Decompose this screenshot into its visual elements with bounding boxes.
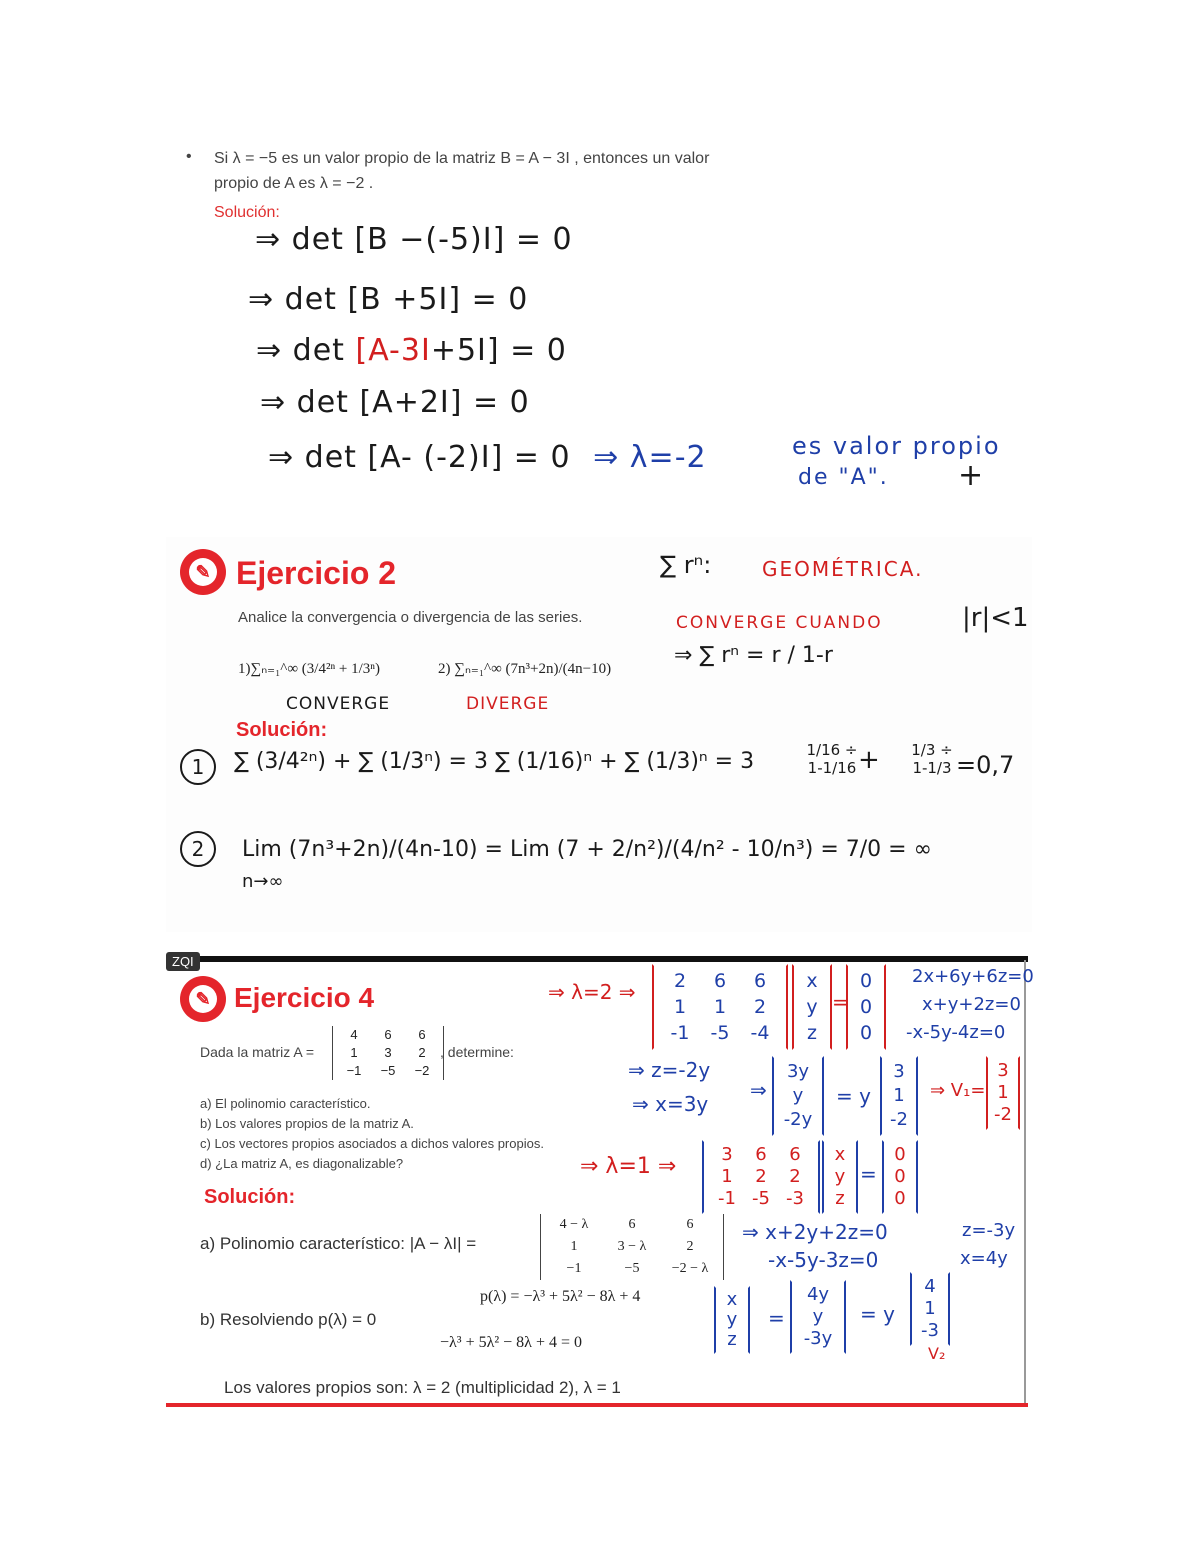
char-matrix-cell-0: 4 − λ — [559, 1217, 589, 1232]
hw-mat2-cell-1: 6 — [755, 1144, 767, 1165]
hw-vec1-cell-0: x — [806, 970, 818, 992]
hw-mat2-cell-7: -5 — [752, 1188, 770, 1209]
hw-x: ⇒ x=3y — [632, 1092, 709, 1116]
hw-x2: x=4y — [960, 1248, 1008, 1269]
hw-arrow-1: ⇒ — [750, 1078, 767, 1102]
valores-propios: Los valores propios son: λ = 2 (multiplicidad 2), λ = 1 — [224, 1378, 621, 1397]
char-matrix-cell-5: 2 — [686, 1239, 694, 1254]
hw-equals-2: = — [860, 1162, 877, 1186]
hw-v1-cell-2: -2 — [994, 1104, 1012, 1125]
hw-zero-vector-2 — [882, 1140, 918, 1214]
hw-lambda-1: ⇒ λ=1 ⇒ — [580, 1154, 677, 1179]
hw-zero1-cell-0: 0 — [859, 970, 873, 992]
hw-mat2-cell-3: 1 — [721, 1166, 733, 1187]
sol-1-expr: ∑ (3/4²ⁿ) + ∑ (1/3ⁿ) = 3 ∑ (1/16)ⁿ + ∑ (1/3)ⁿ = 3 — [234, 749, 755, 774]
hw-line-5-black: ⇒ det [A- (-2)I] = 0 — [268, 440, 571, 475]
hw-mat1-cell-4: 1 — [713, 996, 727, 1018]
hw-mat2-cell-2: 6 — [789, 1144, 801, 1165]
hw-v2-label: V₂ — [928, 1344, 946, 1363]
hw-v1b-cell-2: -2 — [890, 1109, 908, 1130]
hw-zero1-cell-1: 0 — [859, 996, 873, 1018]
hw-vector-xyz-3 — [714, 1286, 750, 1354]
hw-note-1: es valor propio — [792, 432, 1001, 460]
hw-vector-xyz-2 — [822, 1140, 858, 1214]
matrix-a-cell-8: −2 — [414, 1063, 430, 1078]
hw-vec4y-cell-0: 4y — [806, 1284, 830, 1305]
converge-label: CONVERGE — [286, 694, 391, 714]
hw-z2: z=-3y — [962, 1220, 1016, 1241]
hw-veca-cell-1: y — [792, 1085, 804, 1106]
matrix-a-cell-7: −5 — [380, 1063, 396, 1078]
ejercicio-4-item-0: a) El polinomio característico. — [200, 1096, 371, 1111]
hw-mat2-cell-6: -1 — [718, 1188, 736, 1209]
hw-mat1-cell-5: 2 — [753, 996, 767, 1018]
hw-line-4: ⇒ det [A+2I] = 0 — [260, 385, 530, 420]
hw-line-3-suffix: +5I] = 0 — [430, 333, 567, 368]
hw-mat2-cell-0: 3 — [721, 1144, 733, 1165]
matrix-a-cell-0: 4 — [350, 1027, 358, 1042]
hw-mat2-cell-4: 2 — [755, 1166, 767, 1187]
pencil-icon: ✎ — [189, 985, 217, 1013]
ejercicio-4-item-2: c) Los vectores propios asociados a dichos valores propios. — [200, 1136, 544, 1151]
hw-vec1-cell-1: y — [806, 996, 818, 1018]
char-matrix-cell-8: −2 − λ — [671, 1261, 709, 1276]
ejercicio-4-bottom-bar — [166, 1403, 1028, 1407]
hw-v1-cell-0: 3 — [997, 1060, 1009, 1081]
matrix-a-cell-6: −1 — [346, 1063, 362, 1078]
series-2: 2) ∑ₙ₌₁^∞ (7n³+2n)/(4n−10) — [438, 661, 612, 677]
hw-v1-vector — [986, 1056, 1020, 1130]
ejercicio-4-topbar — [166, 956, 1028, 962]
bullet: • — [186, 148, 192, 165]
hw-vector-xyz-1 — [792, 964, 832, 1050]
given-suffix: , determine: — [440, 1044, 514, 1060]
sol-2-expr: Lim (7n³+2n)/(4n-10) = Lim (7 + 2/n²)/(4/n² - 10/n³) = 7/0 = ∞ — [242, 837, 932, 862]
sol-1-result: =0,7 — [956, 751, 1015, 779]
ejercicio-4-items — [200, 1094, 544, 1174]
geo-label: GEOMÉTRICA. — [762, 557, 924, 581]
hw-mat2-cell-8: -3 — [786, 1188, 804, 1209]
ejercicio-4-item-3: d) ¿La matriz A, es diagonalizable? — [200, 1156, 404, 1171]
matrix-A — [332, 1026, 444, 1080]
hw-zero2-cell-1: 0 — [894, 1166, 906, 1187]
topbar-label: ZQI — [166, 952, 200, 971]
given-prefix: Dada la matriz A = — [200, 1044, 315, 1060]
hw-vec1-cell-2: z — [807, 1022, 817, 1044]
hw-v2-vector — [910, 1272, 950, 1346]
ejercicio-4-title: Ejercicio 4 — [234, 982, 375, 1013]
hw-v1-cell-1: 1 — [997, 1082, 1009, 1103]
hw-line-1: ⇒ det [B −(-5)I] = 0 — [255, 222, 573, 257]
hw-v2-cell-2: -3 — [921, 1320, 939, 1341]
sol-2-circle: 2 — [180, 831, 216, 867]
hw-vec3-cell-1: y — [726, 1309, 738, 1330]
statement-line-1: Si λ = −5 es un valor propio de la matriz B = A − 3I , entonces un valor — [214, 150, 710, 167]
hw-eq-2: x+y+2z=0 — [922, 994, 1021, 1015]
hw-mat1-cell-3: 1 — [673, 996, 687, 1018]
hw-line-5-blue: ⇒ λ=-2 — [593, 440, 707, 475]
hw-line-5 — [268, 440, 707, 475]
hw-matrix-2 — [702, 1140, 820, 1214]
hw-line-3 — [256, 333, 567, 368]
hw-line-2: ⇒ det [B +5I] = 0 — [248, 282, 529, 317]
hw-eq-5: -x-5y-3z=0 — [768, 1248, 879, 1272]
geo-sum: ∑ rⁿ: — [660, 551, 712, 579]
hw-mat1-cell-0: 2 — [673, 970, 687, 992]
ejercicio-2-title: Ejercicio 2 — [236, 555, 397, 591]
ejercicio-4-logo — [180, 976, 226, 1022]
matrix-a-cell-3: 1 — [350, 1045, 358, 1060]
hw-note-2: de "A". — [798, 465, 889, 490]
hw-plus: + — [958, 458, 984, 493]
hw-v2-cell-1: 1 — [924, 1298, 936, 1319]
hw-eq-1: 2x+6y+6z=0 — [912, 966, 1034, 987]
hw-z: ⇒ z=-2y — [628, 1058, 711, 1082]
hw-zero1-cell-2: 0 — [859, 1022, 873, 1044]
hw-mat1-cell-1: 6 — [713, 970, 727, 992]
ejercicio-2-instruction: Analice la convergencia o divergencia de las series. — [238, 609, 583, 626]
hw-veca-cell-0: 3y — [786, 1061, 810, 1082]
char-matrix-cell-4: 3 − λ — [617, 1239, 647, 1254]
hw-zero2-cell-0: 0 — [894, 1144, 906, 1165]
hw-vec4y-cell-1: y — [812, 1306, 824, 1327]
matrix-a-cell-2: 6 — [418, 1027, 426, 1042]
hw-mat1-cell-2: 6 — [753, 970, 767, 992]
hw-matrix-1 — [652, 964, 788, 1050]
hw-v1-label: ⇒ V₁= — [930, 1080, 986, 1101]
equation: −λ³ + 5λ² − 8λ + 4 = 0 — [440, 1334, 582, 1351]
hw-line-3-red: [A-3I — [355, 333, 431, 368]
statement-line-2: propio de A es λ = −2 . — [214, 175, 374, 192]
ejercicio-2-logo — [180, 549, 226, 595]
hw-vec2-cell-2: z — [835, 1188, 845, 1209]
series-1: 1)∑ₙ₌₁^∞ (3/4²ⁿ + 1/3ⁿ) — [238, 661, 381, 677]
matrix-a-cell-5: 2 — [418, 1045, 426, 1060]
char-matrix-cell-1: 6 — [628, 1217, 636, 1232]
sol-1-frac-1: 1/16 ÷ 1-1/16 — [806, 741, 858, 777]
hw-v1b-cell-0: 3 — [893, 1061, 905, 1082]
hw-y-2: = y — [860, 1302, 895, 1326]
p-lambda: p(λ) = −λ³ + 5λ² − 8λ + 4 — [480, 1288, 641, 1305]
hw-eq-3: -x-5y-4z=0 — [906, 1022, 1006, 1043]
hw-vector-4y — [790, 1280, 846, 1354]
hw-eq-4: ⇒ x+2y+2z=0 — [742, 1220, 888, 1244]
char-matrix-cell-7: −5 — [624, 1261, 640, 1276]
char-matrix-cell-2: 6 — [686, 1217, 694, 1232]
hw-veca-cell-2: -2y — [783, 1109, 813, 1130]
ejercicio-2-solucion: Solución: — [236, 719, 328, 741]
hw-lambda-2: ⇒ λ=2 ⇒ — [548, 980, 636, 1004]
ejercicio-4-item-1: b) Los valores propios de la matriz A. — [200, 1116, 414, 1131]
part-a-label: a) Polinomio característico: |A − λI| = — [200, 1234, 477, 1253]
hw-vector-3y — [772, 1056, 824, 1136]
hw-zero2-cell-2: 0 — [894, 1188, 906, 1209]
char-matrix — [540, 1214, 724, 1280]
geo-formula: ⇒ ∑ rⁿ = r / 1-r — [674, 643, 833, 668]
converge-cuando: CONVERGE CUANDO — [676, 613, 883, 633]
ejercicio-4-right-edge — [1024, 960, 1026, 1405]
sol-1-plus: + — [858, 745, 880, 775]
solution-label: Solución: — [214, 204, 280, 221]
hw-equals-1: = — [832, 990, 849, 1014]
hw-v1b-cell-1: 1 — [893, 1085, 905, 1106]
part-b-label: b) Resolviendo p(λ) = 0 — [200, 1310, 377, 1329]
problem-statement — [214, 146, 854, 196]
hw-y-1: = y — [836, 1084, 871, 1108]
ejercicio-2-panel — [166, 537, 1032, 932]
hw-vec3-cell-0: x — [726, 1289, 738, 1310]
hw-mat1-cell-8: -4 — [750, 1022, 770, 1044]
hw-mat2-cell-5: 2 — [789, 1166, 801, 1187]
sol-1-frac-2: 1/3 ÷ 1-1/3 — [911, 741, 953, 777]
hw-vec3-cell-2: z — [727, 1329, 737, 1350]
hw-vector-base-1 — [880, 1056, 918, 1136]
ejercicio-4-solucion: Solución: — [204, 1186, 296, 1208]
hw-vec2-cell-0: x — [834, 1144, 846, 1165]
hw-equals-3: = — [768, 1306, 785, 1330]
hw-vec4y-cell-2: -3y — [803, 1328, 833, 1349]
matrix-a-cell-4: 3 — [384, 1045, 392, 1060]
hw-zero-vector-1 — [846, 964, 886, 1050]
hw-vec2-cell-1: y — [834, 1166, 846, 1187]
hw-mat1-cell-7: -5 — [710, 1022, 730, 1044]
sol-2-lim: n→∞ — [242, 871, 284, 892]
abs-r: |r|<1 — [962, 603, 1029, 633]
char-matrix-cell-3: 1 — [570, 1239, 578, 1254]
sol-1-circle: 1 — [180, 749, 216, 785]
hw-mat1-cell-6: -1 — [670, 1022, 690, 1044]
hw-line-3-prefix: ⇒ det — [256, 333, 345, 368]
char-matrix-cell-6: −1 — [566, 1261, 582, 1276]
pencil-icon: ✎ — [189, 558, 217, 586]
matrix-a-cell-1: 6 — [384, 1027, 392, 1042]
diverge-label: DIVERGE — [466, 694, 550, 714]
hw-v2-cell-0: 4 — [924, 1276, 936, 1297]
